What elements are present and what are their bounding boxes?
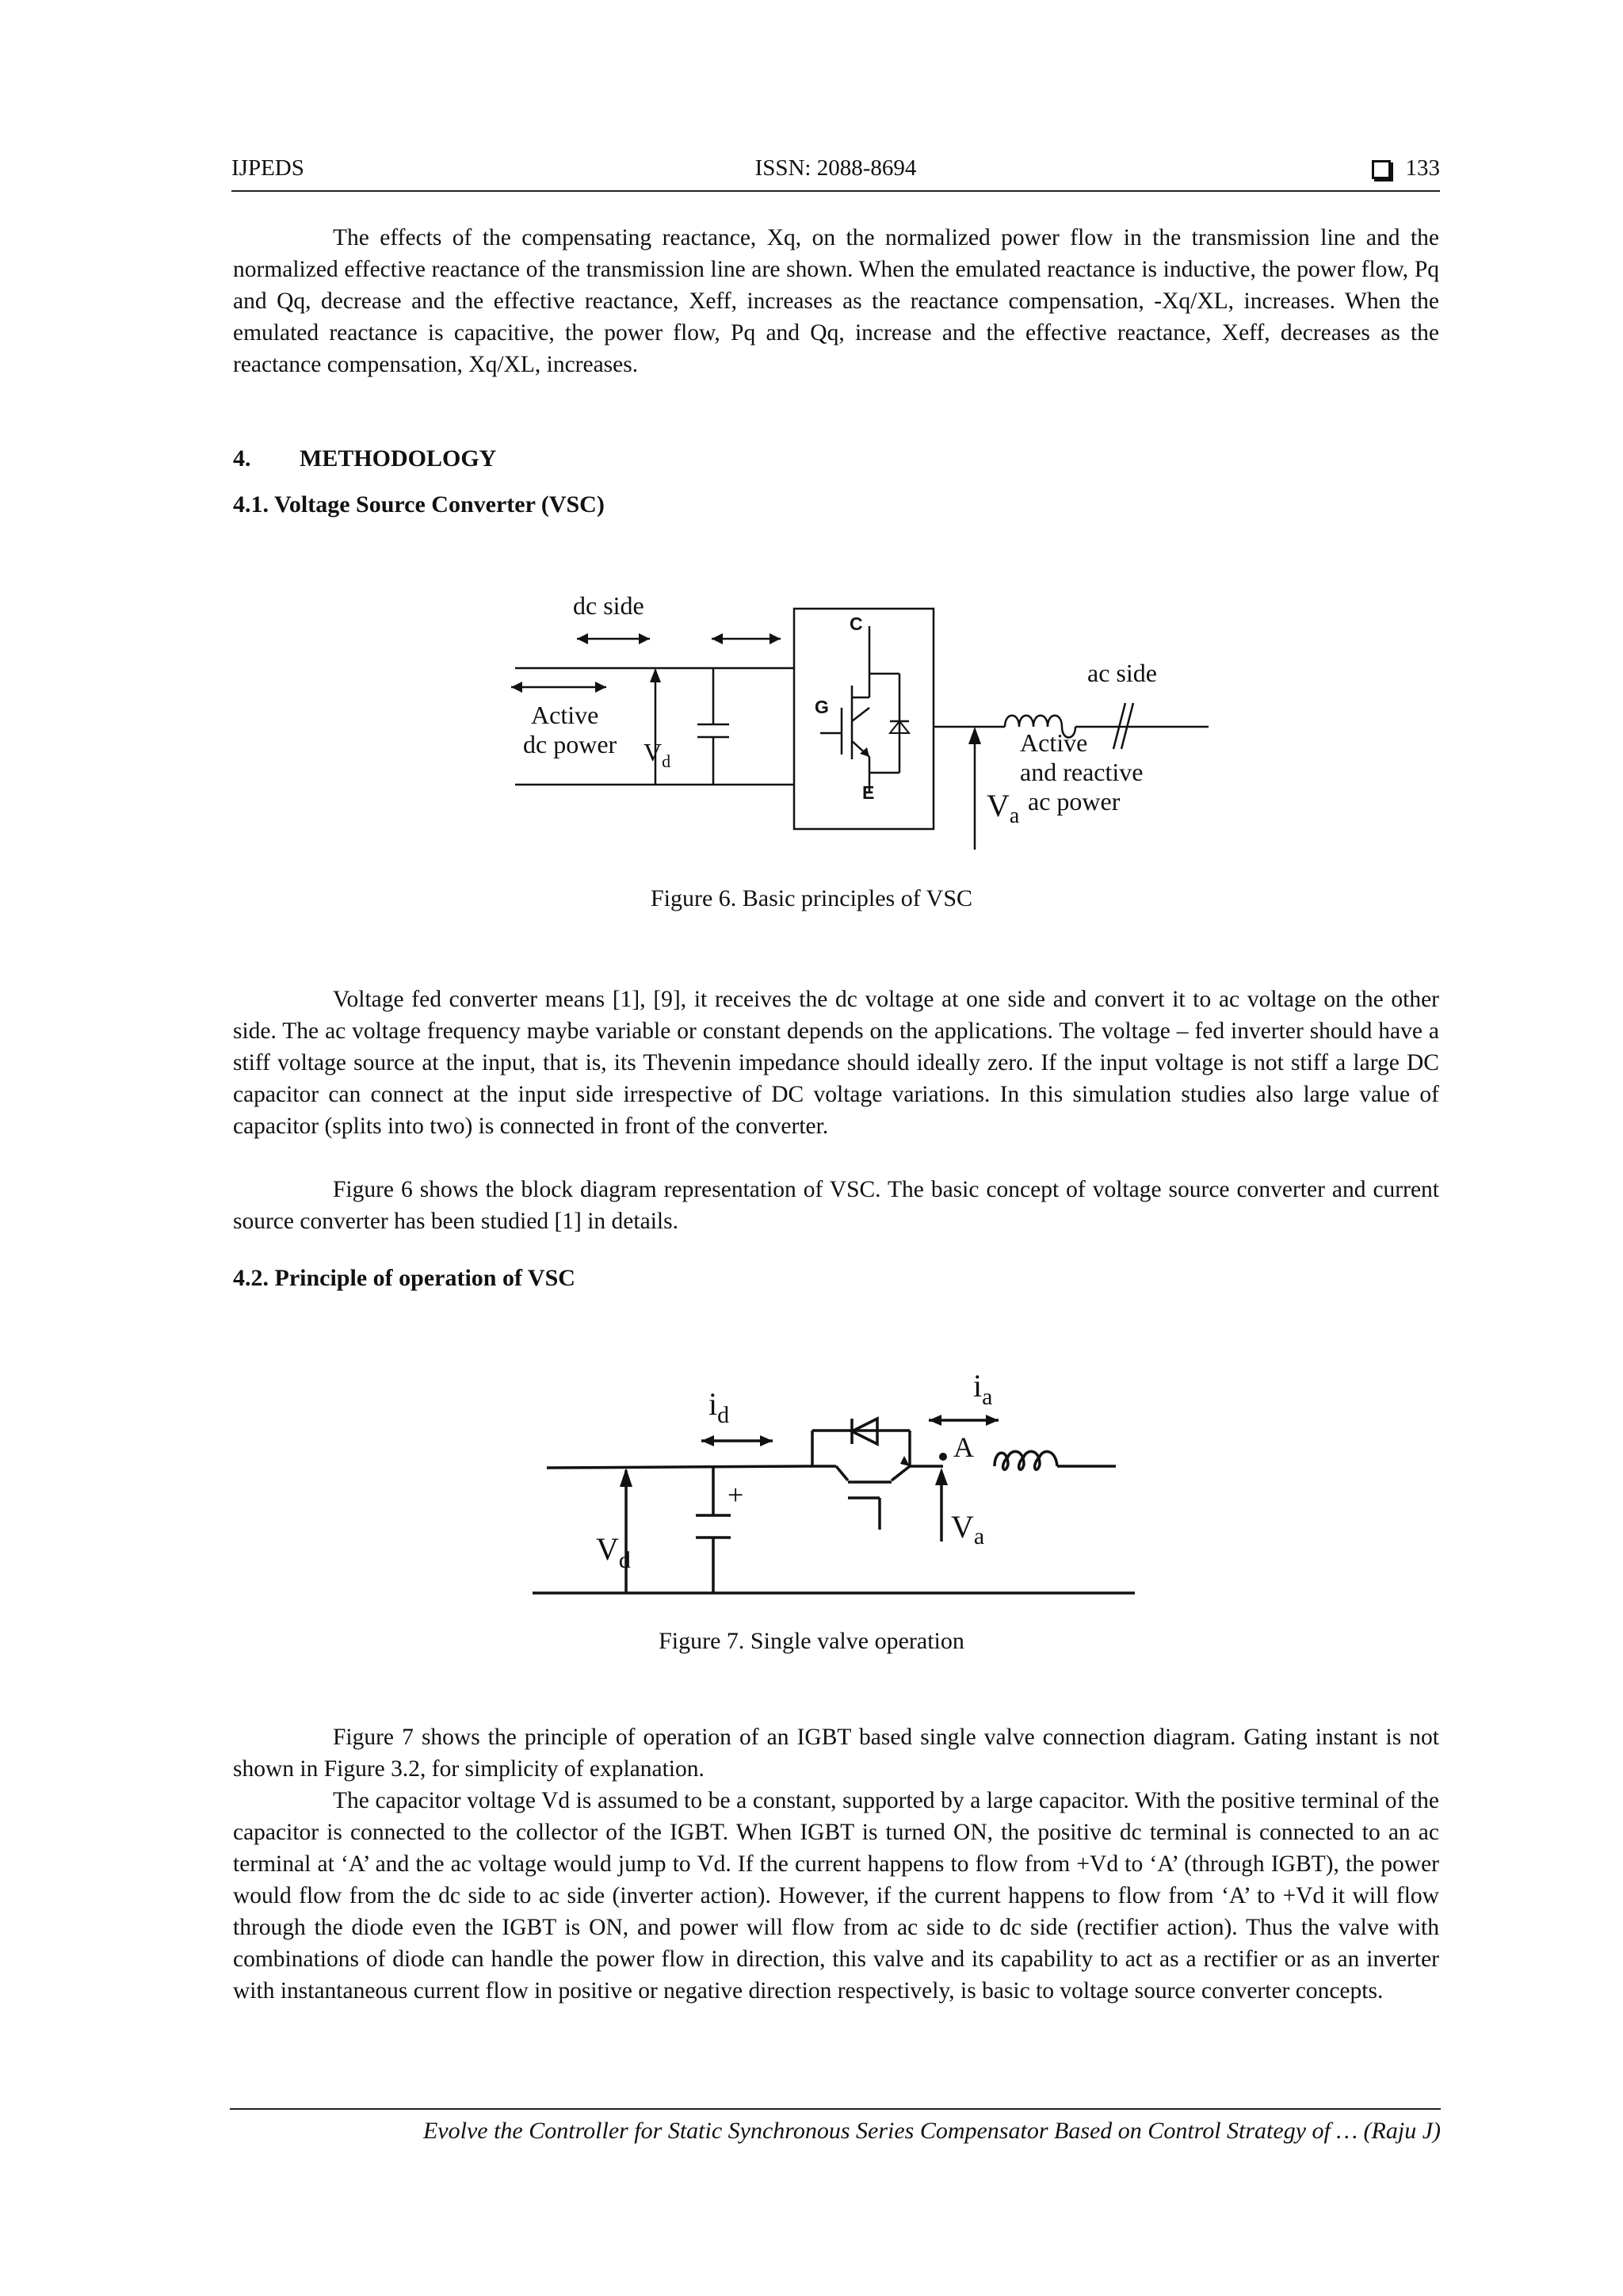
section-number: 4.	[233, 445, 251, 472]
fig6-active-ac-label-2: and reactive	[1020, 758, 1144, 786]
fig6-active-dc-label-2: dc power	[523, 730, 617, 758]
subsection-heading-operation: 4.2. Principle of operation of VSC	[233, 1265, 575, 1291]
subsection-heading-vsc: 4.1. Voltage Source Converter (VSC)	[233, 491, 605, 518]
fig6-collector-label: C	[850, 613, 863, 634]
running-header	[231, 155, 1440, 192]
fig7-id-label: $i_d$	[708, 1386, 730, 1428]
fig6-emitter-label: E	[862, 782, 875, 803]
vsc-paragraph-1: Voltage fed converter means [1], [9], it receives the dc voltage at one side and convert it to ac voltage on the other side. The ac voltage frequency maybe variable or constant depends on the applications. The voltage – fed inverter should have a stiff voltage source at the input, that is, its Thevenin impedance should ideally zero. If the input voltage is not stiff a large DC capacitor can connect at the input side irrespective of DC voltage variations. In this simulation studies also large value of capacitor (splits into two) is connected in front of the converter.	[233, 987, 1439, 1139]
section-title: METHODOLOGY	[300, 445, 497, 472]
running-footer: Evolve the Controller for Static Synchronous Series Compensator Based on Control Strategy of … (Raju J)	[230, 2108, 1441, 2145]
fig6-va-label: $V_a$	[987, 788, 1020, 828]
checkbox-square-icon	[1372, 160, 1391, 179]
intro-paragraph: The effects of the compensating reactance, Xq, on the normalized power flow in the transmission line and the normalized effective reactance of the transmission line are shown. When the emulated reactance is inductive, the power flow, Pq and Qq, decrease and the effective reactance, Xeff, increases as the reactance compensation, -Xq/XL, increases. When the emulated reactance is capacitive, the power flow, Pq and Qq, increase and the effective reactance, Xeff, decreases as the reactance compensation, Xq/XL, increases.	[233, 225, 1439, 377]
vsc-paragraph-2: Figure 6 shows the block diagram representation of VSC. The basic concept of voltage source converter and current source converter has been studied [1] in details.	[233, 1177, 1439, 1234]
fig6-vd-label: $V_d$	[643, 738, 671, 771]
fig7-ia-label: $i_a$	[973, 1368, 993, 1410]
fig6-active-ac-label-3: ac power	[1028, 787, 1121, 816]
fig6-active-ac-label-1: Active	[1020, 728, 1088, 757]
fig7-node-a-label: A	[953, 1431, 974, 1463]
fig7-va-label: $V_a$	[951, 1509, 985, 1549]
fig6-dc-side-label: dc side	[573, 591, 644, 620]
section-heading	[233, 445, 496, 472]
issn: ISSN: 2088-8694	[754, 155, 917, 181]
fig7-plus-label: +	[727, 1479, 744, 1511]
fig6-gate-label: G	[815, 697, 829, 717]
figure-7-caption: Figure 7. Single valve operation	[659, 1628, 964, 1654]
fig7-vd-label: $V_d$	[596, 1531, 631, 1573]
page-number: 133	[1405, 155, 1440, 181]
figure-6-caption: Figure 6. Basic principles of VSC	[650, 885, 973, 911]
journal-name: IJPEDS	[231, 155, 304, 181]
operation-paragraph-1: Figure 7 shows the principle of operation of an IGBT based single valve connection diagram. Gating instant is not shown in Figure 3.2, for simplicity of explanation.	[233, 1725, 1439, 1782]
fig6-ac-side-label: ac side	[1087, 659, 1157, 687]
fig6-active-dc-label-1: Active	[531, 701, 599, 729]
operation-paragraph-2: The capacitor voltage Vd is assumed to be a constant, supported by a large capacitor. With the positive terminal of the capacitor is connected to the collector of the IGBT. When IGBT is turned ON, the positive dc terminal is connected to an ac terminal at ‘A’ and the ac voltage would jump to Vd. If the current happens to flow from +Vd to ‘A’ (through IGBT), the power would flow from the dc side to ac side (inverter action). However, if the current happens to flow from ‘A’ to +Vd it will flow through the diode even the IGBT is ON, and power will flow from ac side to dc side (rectifier action). Thus the valve with combinations of diode can handle the power flow in direction, this valve and its capability to act as a rectifier or as an inverter with instantaneous current flow in positive or negative direction respectively, is basic to voltage source converter concepts.	[233, 1788, 1439, 2004]
